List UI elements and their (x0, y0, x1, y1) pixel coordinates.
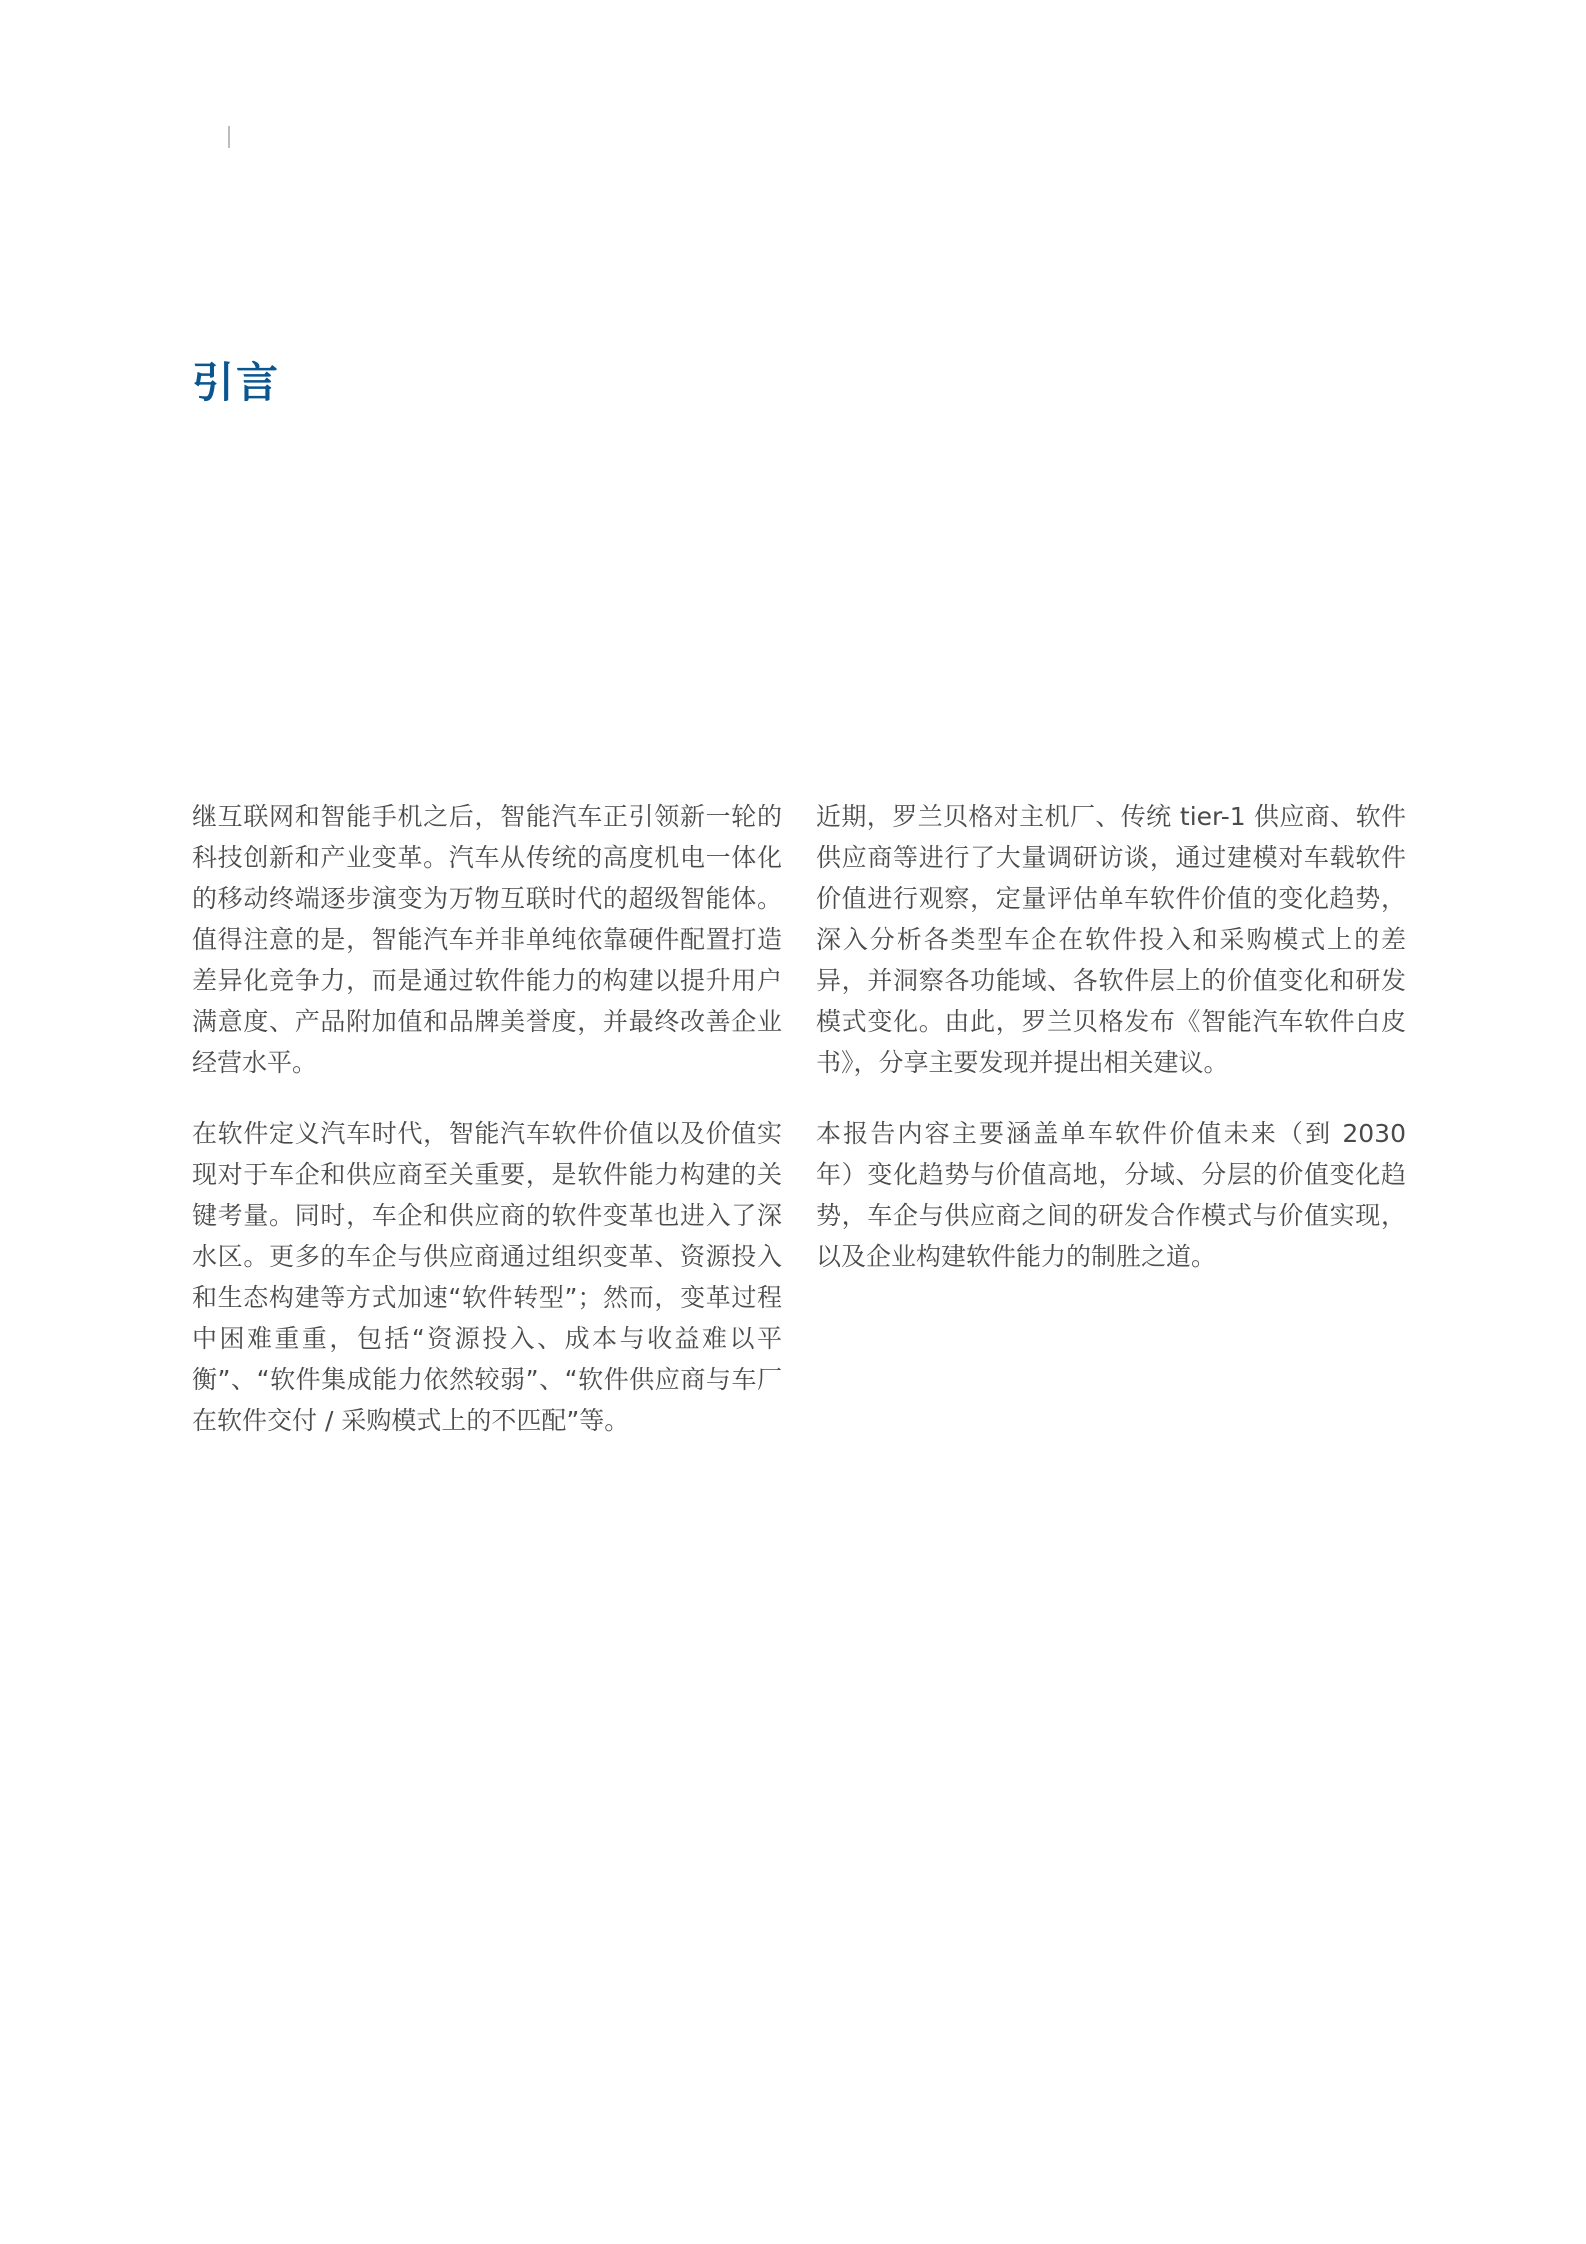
paragraph: 在软件定义汽车时代，智能汽车软件价值以及价值实现对于车企和供应商至关重要，是软件能力构建的关键考量。同时，车企和供应商的软件变革也进入了深水区。更多的车企与供应商通过组织变革、资源投入和生态构建等方式加速“软件转型”；然而，变革过程中困难重重，包括“资源投入、成本与收益难以平衡”、“软件集成能力依然较弱”、“软件供应商与车厂在软件交付 / 采购模式上的不匹配”等。 (192, 1119, 782, 1435)
right-column (816, 796, 1406, 1307)
paragraph: 近期，罗兰贝格对主机厂、传统 tier-1 供应商、软件供应商等进行了大量调研访谈，通过建模对车载软件价值进行观察，定量评估单车软件价值的变化趋势，深入分析各类型车企在软件投入和采购模式上的差异，并洞察各功能域、各软件层上的价值变化和研发模式变化。由此，罗兰贝格发布《智能汽车软件白皮书》，分享主要发现并提出相关建议。 (816, 802, 1406, 1077)
page-title: 引言 (192, 358, 281, 407)
page-marker (228, 126, 230, 148)
paragraph: 本报告内容主要涵盖单车软件价值未来（到 2030 年）变化趋势与价值高地，分域、分层的价值变化趋势，车企与供应商之间的研发合作模式与价值实现，以及企业构建软件能力的制胜之道。 (816, 1119, 1406, 1271)
paragraph: 继互联网和智能手机之后，智能汽车正引领新一轮的科技创新和产业变革。汽车从传统的高度机电一体化的移动终端逐步演变为万物互联时代的超级智能体。值得注意的是，智能汽车并非单纯依靠硬件配置打造差异化竞争力，而是通过软件能力的构建以提升用户满意度、产品附加值和品牌美誉度，并最终改善企业经营水平。 (192, 802, 782, 1077)
left-column (192, 796, 782, 1471)
